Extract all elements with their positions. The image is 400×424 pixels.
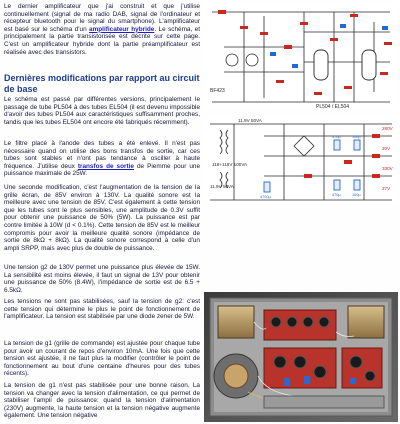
- paragraph-7: La tension de g1 n'est pas stabilisée pour une bonne raison. La tension va changer avec la tension d'alimentation, ce qui permet de stabiliser l'ampli de puissance: quand la tension d'alimentation (230V) augmente, la haute tension et la tension négative augmente également. Une tension négative: [4, 382, 200, 420]
- paragraph-4: Une tension g2 de 130V permet une puissance plus élevée de 15W. La sensibilité est moins élevée, il faut un signal de 13V pour obtenir une puissance de 50% (8.4W), l'impédance de sortie est de 6.5 + 6.5kΩ.: [4, 264, 200, 294]
- para2-text-a: Le filtre placé à l'anode des tubes a été enlevé. Il n'est pas nécessaire quand on utilise des bons transfos de sortie, car ces tubes sont stables et n'ont pas tendance à osciller à haute fréquence. J'utilise deux: [4, 140, 200, 170]
- paragraph-6: La tension de g1 (grille de commande) est ajustée pour chaque tube pour avoir un courant de repos d'environ 10mA. Une fois que cette tension est ajustée, il ne faut plus la modifier (contrôler le point de fonctionnement au bout d'une centaine d'heures pour des tubes récents).: [4, 340, 200, 378]
- amplifier-schematic-svg: [204, 2, 398, 110]
- supply-cap-label-3: 100µ: [352, 193, 361, 197]
- schematic-transistor-label: BF423: [210, 88, 225, 94]
- schematic-tube-label: PL504 / EL504: [316, 104, 350, 110]
- supply-cap-label-1: 100µ: [352, 135, 361, 139]
- supply-label-6: 27V: [382, 186, 391, 191]
- intro-text-b: . Le schéma, et principalement la partie transistorisée est décrite sur cette page. C'est un amplificateur hybride dont la partie préamplificateur est réalisée avec des transistors.: [4, 25, 200, 56]
- output-transformers-link[interactable]: transfos de sortie: [77, 162, 134, 170]
- supply-label-4: 20V: [382, 146, 391, 151]
- power-supply-schematic: [204, 116, 398, 204]
- hybrid-amplifier-link[interactable]: amplificateur hybride: [89, 25, 155, 33]
- supply-cap-label-0: 470µ: [332, 135, 341, 139]
- section-heading: Dernières modifications par rapport au circuit de base: [4, 73, 200, 94]
- supply-cap-label-4: 4700µ: [260, 195, 271, 199]
- intro-text-a: Le dernier amplificateur que j'ai construit et que j'utilise continuellement (signal de ma radio DAB, signal de l'ordinateur et récepteur bluetooth pour le signal du smartphone). L'amplificateur est basé sur le schéma d'un: [4, 3, 200, 33]
- amplifier-photo-svg: [204, 292, 398, 422]
- paragraph-2: [4, 140, 200, 178]
- amplifier-schematic: [204, 2, 398, 110]
- para2-text-b: de Piemme pour une puissance maximale de 25W.: [4, 162, 201, 178]
- paragraph-1: Le schéma est passé par différentes versions, principalement le passage de tube PL504 à des tubes EL504 (il est devenu impossible d'avoir des tubes PL504 aux caractéristiques suffisamment proches, tandis que les tubes EL504 ont encore été fabriqués récemment).: [4, 96, 200, 126]
- supply-label-1: 118+118V 100VA: [212, 162, 248, 167]
- paragraph-3: Une seconde modification, c'est l'augmentation de la tension de la grille écran, de 85V environ à 130V. La qualité sonore est la meilleure avec une tension de 85V. C'est également à cette tension que les tubes sont le plus sensibles, une amplitude de 0.3V suffit pour obtenir une puissance de 50% (5W). La puissance est par contre limitée à 10W (d < 0.1%). Cette tension de 85V est le meilleur compromis pour avoir la meilleure qualité sonore (impédance de sortie de 8kΩ + 8kΩ). La qualité sonore correspond à celle d'un ampli SRPP, mais avec plus de double de puissance.: [4, 184, 200, 252]
- amplifier-photo: [204, 292, 398, 422]
- power-supply-schematic-svg: [204, 116, 398, 204]
- supply-cap-label-2: 470µ: [332, 193, 341, 197]
- supply-label-3: 260V: [382, 126, 393, 131]
- supply-label-0: 11.9V 50VA: [238, 118, 262, 123]
- supply-label-2: 11.9V 50VA: [210, 184, 234, 189]
- supply-label-5: 330V: [382, 166, 393, 171]
- paragraph-5: Les tensions ne sont pas stabilisées, sauf la tension de g2: c'est cette tension qui détermine le plus le point de fonctionnement de l'amplificateur. La tension est stabilisée par une diode zener de 5W.: [4, 298, 200, 321]
- intro-paragraph: [4, 3, 200, 56]
